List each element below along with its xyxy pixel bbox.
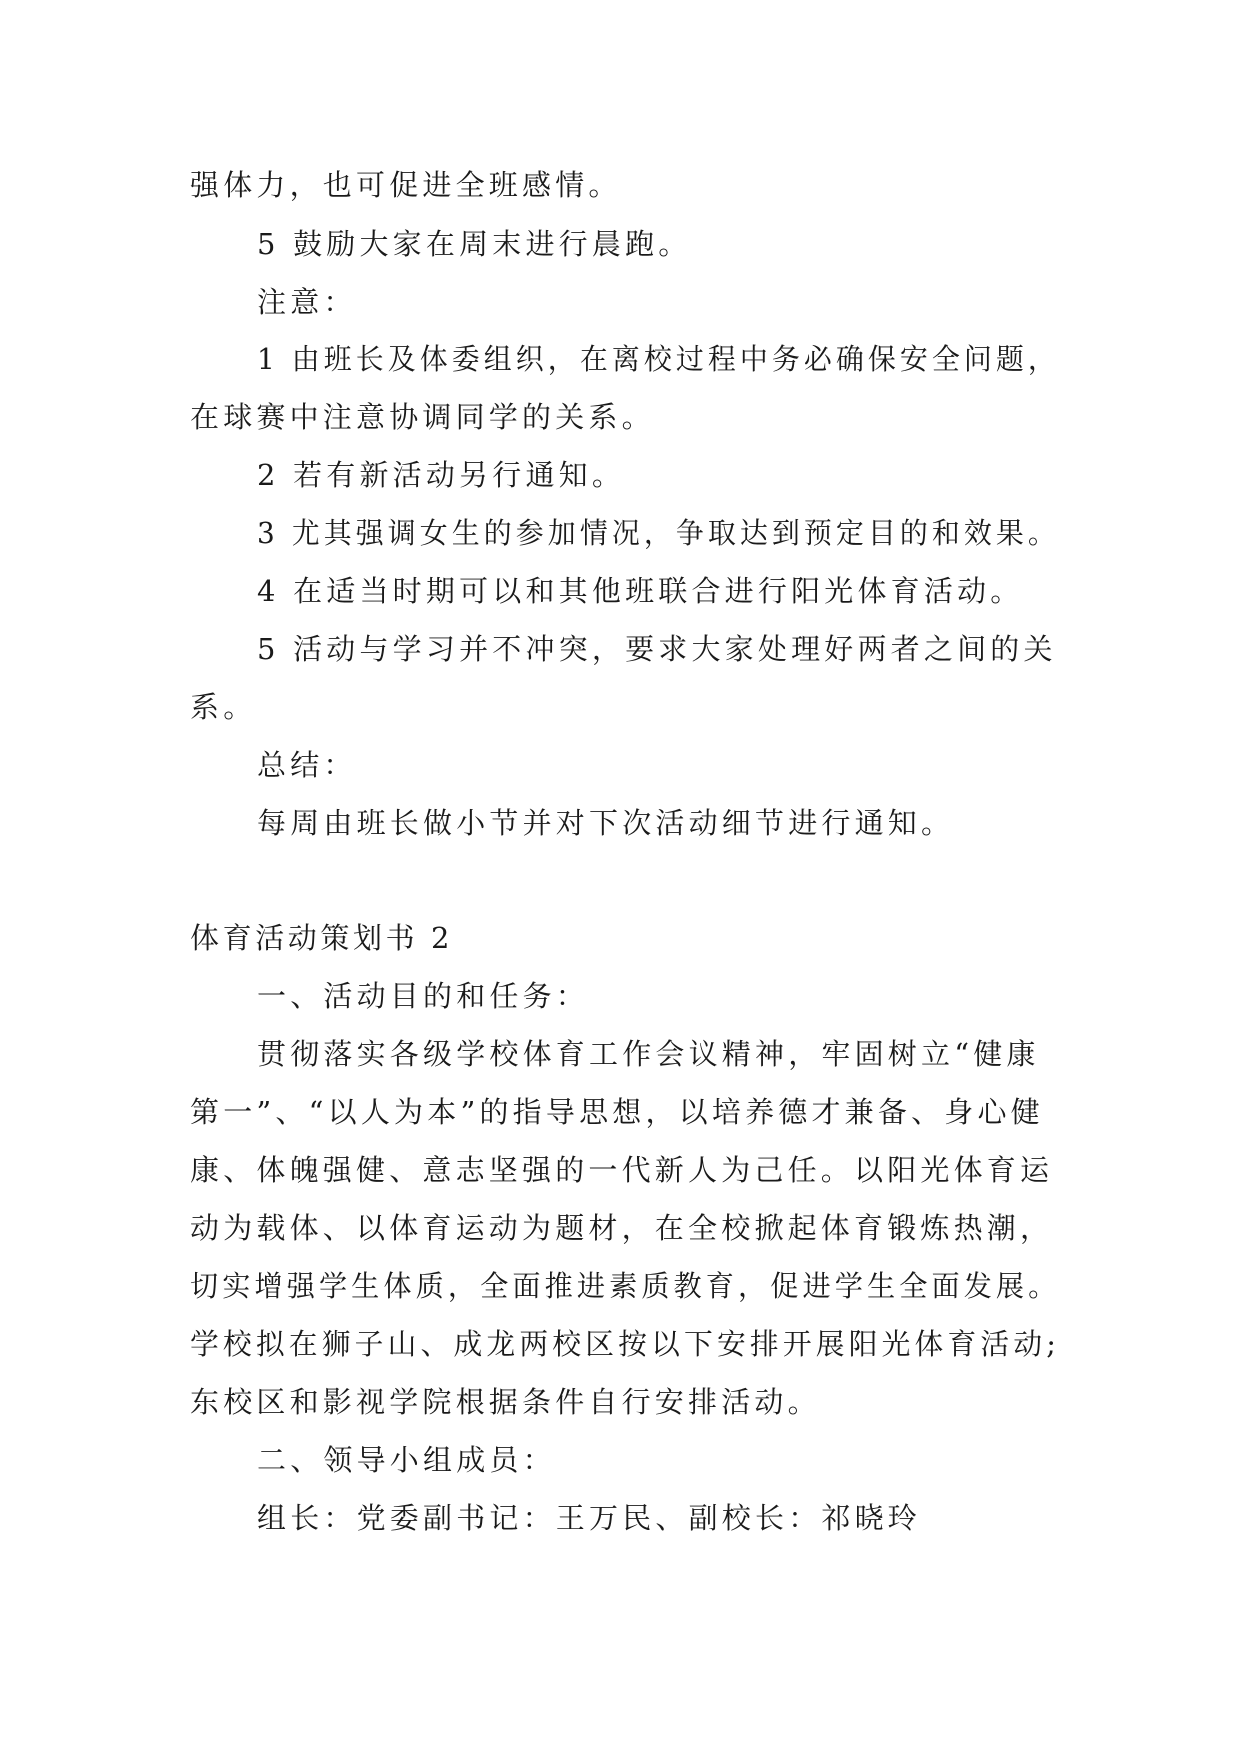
paragraph-line: 2 若有新活动另行通知。: [257, 458, 626, 492]
paragraph-line: 在球赛中注意协调同学的关系。: [190, 400, 655, 434]
paragraph-line: 3 尤其强调女生的参加情况，争取达到预定目的和效果。: [257, 516, 1060, 550]
paragraph-line: 5 活动与学习并不冲突，要求大家处理好两者之间的关: [257, 632, 1057, 666]
paragraph-line: 动为载体、以体育运动为题材，在全校掀起体育锻炼热潮，: [190, 1211, 1054, 1245]
paragraph-line: 贯彻落实各级学校体育工作会议精神，牢固树立“健康: [257, 1037, 1040, 1071]
paragraph-line: 强体力，也可促进全班感情。: [190, 168, 622, 202]
paragraph-line: 康、体魄强健、意志坚强的一代新人为己任。以阳光体育运: [190, 1153, 1054, 1187]
paragraph-line: 学校拟在狮子山、成龙两校区按以下安排开展阳光体育活动;: [190, 1327, 1061, 1361]
document-title: 体育活动策划书 2: [190, 921, 454, 955]
paragraph-line: 第一”、“以人为本”的指导思想，以培养德才兼备、身心健: [190, 1095, 1044, 1129]
paragraph-line: 组长：党委副书记：王万民、副校长：祁晓玲: [257, 1501, 922, 1535]
paragraph-line: 5 鼓励大家在周末进行晨跑。: [257, 227, 692, 261]
paragraph-line: 东校区和影视学院根据条件自行安排活动。: [190, 1385, 821, 1419]
section-heading: 二、领导小组成员：: [257, 1443, 556, 1477]
section-heading: 总结：: [257, 748, 357, 782]
paragraph-line: 切实增强学生体质，全面推进素质教育，促进学生全面发展。: [190, 1269, 1061, 1303]
paragraph-line: 每周由班长做小节并对下次活动细节进行通知。: [257, 806, 955, 840]
section-heading: 注意：: [257, 285, 357, 319]
paragraph-line: 4 在适当时期可以和其他班联合进行阳光体育活动。: [257, 574, 1024, 608]
section-heading: 一、活动目的和任务：: [257, 979, 590, 1013]
paragraph-line: 系。: [190, 690, 257, 724]
paragraph-line: 1 由班长及体委组织，在离校过程中务必确保安全问题，: [257, 342, 1060, 376]
